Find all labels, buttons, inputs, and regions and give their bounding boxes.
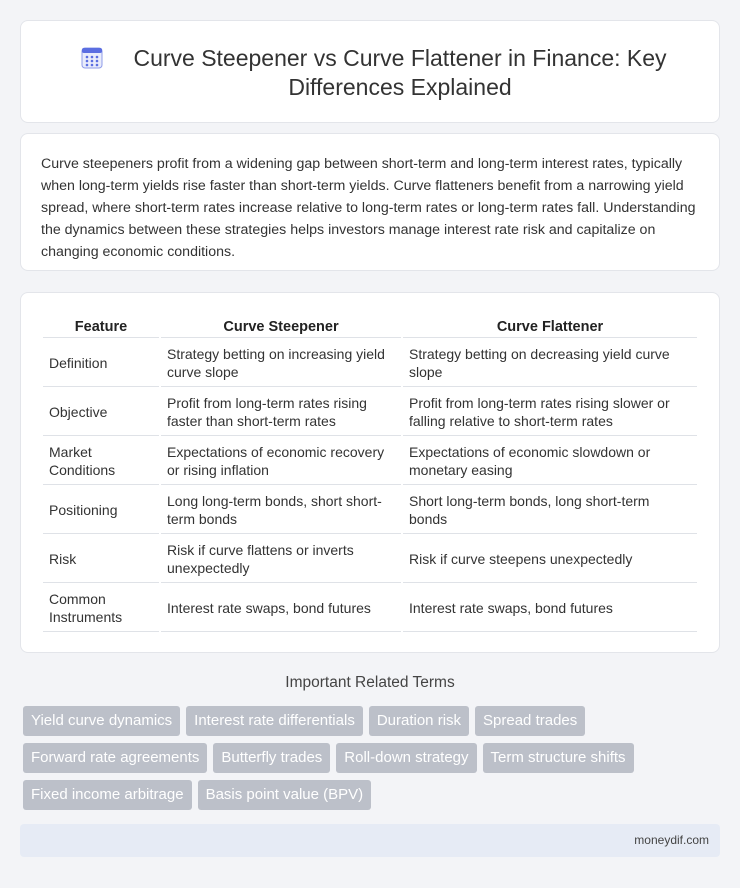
table-row (43, 340, 697, 387)
row-flattener: Profit from long-term rates rising slower or falling relative to short-term rates (403, 389, 697, 436)
row-feature: Risk (43, 536, 159, 583)
row-feature: Objective (43, 389, 159, 436)
comparison-table (41, 315, 699, 634)
tag-row (23, 780, 723, 810)
related-terms-heading: Important Related Terms (285, 674, 455, 691)
related-term-tag[interactable]: Roll-down strategy (336, 743, 476, 773)
intro-card (20, 133, 720, 271)
table-row (43, 536, 697, 583)
row-flattener: Short long-term bonds, long short-term bonds (403, 487, 697, 534)
related-terms-list (23, 706, 723, 817)
row-steepener: Strategy betting on increasing yield curve slope (161, 340, 401, 387)
row-steepener: Long long-term bonds, short short-term bonds (161, 487, 401, 534)
table-header-row (43, 317, 697, 338)
table-row (43, 389, 697, 436)
table-row (43, 438, 697, 485)
table-row (43, 585, 697, 632)
row-steepener: Profit from long-term rates rising faster than short-term rates (161, 389, 401, 436)
intro-paragraph: Curve steepeners profit from a widening gap between short-term and long-term interest rates, typically when long-term yields rise faster than short-term yields. Curve flatteners benefit from a narrowing yield spread, where short-term rates increase relative to long-term rates or long-term rates fall. Understanding the dynamics between these strategies helps investors manage interest rate risk and capitalize on changing economic conditions. (41, 156, 696, 260)
footer (20, 824, 720, 857)
row-steepener: Risk if curve flattens or inverts unexpectedly (161, 536, 401, 583)
row-feature: Common Instruments (43, 585, 159, 632)
header-steepener: Curve Steepener (161, 317, 401, 338)
page-title: Curve Steepener vs Curve Flattener in Finance: Key Differences Explained (133, 45, 667, 100)
table-row (43, 487, 697, 534)
header-feature: Feature (43, 317, 159, 338)
related-term-tag[interactable]: Term structure shifts (483, 743, 634, 773)
title-card (20, 20, 720, 123)
row-steepener: Expectations of economic recovery or rising inflation (161, 438, 401, 485)
row-flattener: Risk if curve steepens unexpectedly (403, 536, 697, 583)
row-flattener: Interest rate swaps, bond futures (403, 585, 697, 632)
related-term-tag[interactable]: Interest rate differentials (186, 706, 363, 736)
row-feature: Positioning (43, 487, 159, 534)
related-term-tag[interactable]: Spread trades (475, 706, 585, 736)
related-term-tag[interactable]: Butterfly trades (213, 743, 330, 773)
related-term-tag[interactable]: Fixed income arbitrage (23, 780, 192, 810)
row-flattener: Strategy betting on decreasing yield curve slope (403, 340, 697, 387)
tag-row (23, 743, 723, 773)
comparison-card (20, 292, 720, 653)
related-term-tag[interactable]: Basis point value (BPV) (198, 780, 372, 810)
related-term-tag[interactable]: Duration risk (369, 706, 469, 736)
tag-row (23, 706, 723, 736)
row-feature: Definition (43, 340, 159, 387)
footer-site[interactable]: moneydif.com (634, 833, 709, 847)
header-flattener: Curve Flattener (403, 317, 697, 338)
row-steepener: Interest rate swaps, bond futures (161, 585, 401, 632)
row-feature: Market Conditions (43, 438, 159, 485)
related-term-tag[interactable]: Forward rate agreements (23, 743, 207, 773)
related-term-tag[interactable]: Yield curve dynamics (23, 706, 180, 736)
row-flattener: Expectations of economic slowdown or monetary easing (403, 438, 697, 485)
